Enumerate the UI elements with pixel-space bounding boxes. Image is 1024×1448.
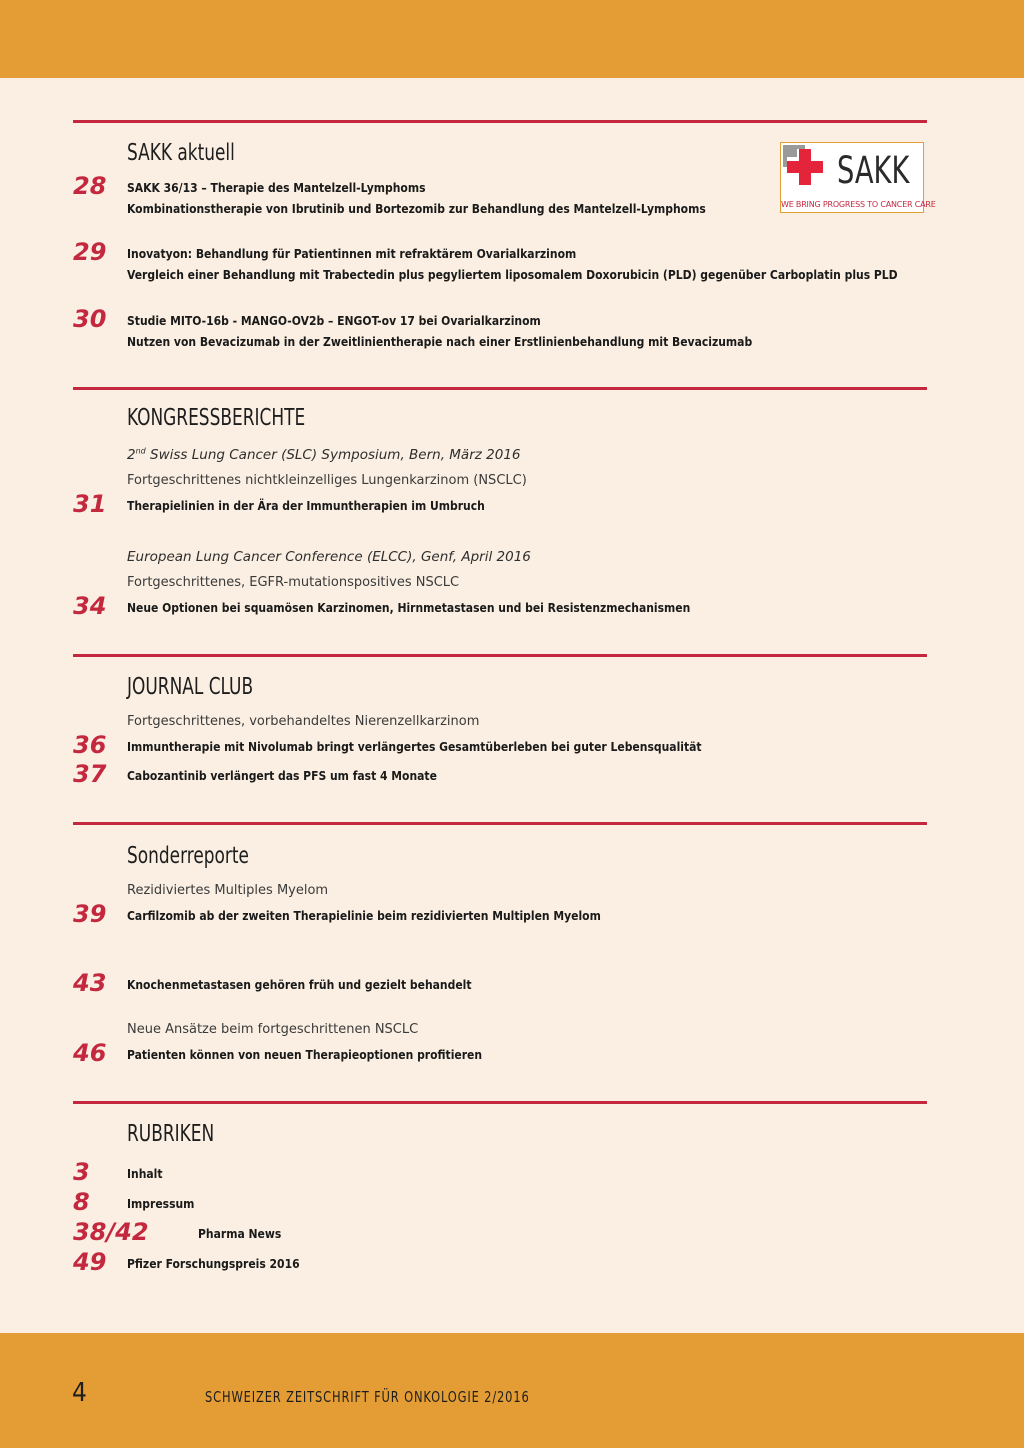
article-title: Patienten können von neuen Therapieoptionen profitieren	[127, 1048, 483, 1062]
article-title: Cabozantinib verlängert das PFS um fast 4 Monate	[127, 769, 437, 783]
rubric-title: Inhalt	[127, 1167, 163, 1181]
article-subtitle: Vergleich einer Behandlung mit Trabectedin plus pegyliertem liposomalem Doxorubicin (PLD) gegenüber Carboplatin plus PLD	[127, 268, 898, 282]
section-divider	[73, 1101, 927, 1104]
page-number: 39	[73, 900, 107, 928]
section-title-rubriken: RUBRIKEN	[127, 1121, 215, 1147]
top-color-band	[0, 0, 1024, 78]
page-number: 46	[73, 1039, 107, 1067]
topic-line: Neue Ansätze beim fortgeschrittenen NSCLC	[127, 1022, 419, 1037]
page-number: 38/42	[73, 1218, 149, 1246]
article-title: Neue Optionen bei squamösen Karzinomen, Hirnmetastasen und bei Resistenzmechanismen	[127, 601, 691, 615]
section-title-sakk: SAKK aktuell	[127, 140, 235, 166]
page-number: 31	[73, 490, 107, 518]
page-number: 8	[73, 1188, 90, 1216]
rubric-title: Impressum	[127, 1197, 195, 1211]
article-title: Inovatyon: Behandlung für Patientinnen mit refraktärem Ovarialkarzinom	[127, 247, 577, 261]
topic-line: Fortgeschrittenes, vorbehandeltes Nierenzellkarzinom	[127, 714, 480, 729]
sakk-cross-icon	[783, 145, 831, 189]
topic-line: Fortgeschrittenes nichtkleinzelliges Lungenkarzinom (NSCLC)	[127, 473, 527, 488]
section-divider	[73, 120, 927, 123]
section-title-journal: JOURNAL CLUB	[127, 674, 254, 700]
topic-line: Rezidiviertes Multiples Myelom	[127, 883, 329, 898]
sakk-logo	[780, 142, 936, 213]
section-divider	[73, 387, 927, 390]
section-title-sonder: Sonderreporte	[127, 843, 249, 869]
article-subtitle: Kombinationstherapie von Ibrutinib und Bortezomib zur Behandlung des Mantelzell-Lymphoms	[127, 202, 706, 216]
page-number: 49	[73, 1248, 107, 1276]
footer-page-number: 4	[72, 1378, 87, 1408]
section-title-kongress: KONGRESSBERICHTE	[127, 405, 306, 431]
page-number: 3	[73, 1158, 90, 1186]
page-number: 30	[73, 305, 107, 333]
topic-line: Fortgeschrittenes, EGFR-mutationspositives NSCLC	[127, 575, 460, 590]
rubric-title: Pfizer Forschungspreis 2016	[127, 1257, 300, 1271]
section-divider	[73, 822, 927, 825]
page-number: 28	[73, 172, 107, 200]
logo-wordmark: SAKK	[837, 149, 910, 192]
page-number: 36	[73, 731, 107, 759]
footer-journal-title: SCHWEIZER ZEITSCHRIFT FÜR ONKOLOGIE 2/2016	[205, 1388, 530, 1406]
article-title: Therapielinien in der Ära der Immuntherapien im Umbruch	[127, 499, 485, 513]
article-title: SAKK 36/13 – Therapie des Mantelzell-Lymphoms	[127, 181, 426, 195]
article-title: Immuntherapie mit Nivolumab bringt verlängertes Gesamtüberleben bei guter Lebensqualität	[127, 740, 702, 754]
section-divider	[73, 654, 927, 657]
article-title: Studie MITO-16b - MANGO-OV2b – ENGOT-ov 17 bei Ovarialkarzinom	[127, 314, 541, 328]
article-title: Knochenmetastasen gehören früh und gezielt behandelt	[127, 978, 472, 992]
event-name: 2nd Swiss Lung Cancer (SLC) Symposium, Bern, März 2016	[127, 446, 521, 463]
event-name: European Lung Cancer Conference (ELCC), Genf, April 2016	[127, 549, 531, 565]
logo-tagline: WE BRING PROGRESS TO CANCER CARE	[781, 200, 936, 209]
page-number: 37	[73, 760, 107, 788]
article-title: Carfilzomib ab der zweiten Therapielinie beim rezidivierten Multiplen Myelom	[127, 909, 601, 923]
page-number: 43	[73, 969, 107, 997]
page-number: 34	[73, 592, 107, 620]
article-subtitle: Nutzen von Bevacizumab in der Zweitlinientherapie nach einer Erstlinienbehandlung mit Bevacizumab	[127, 335, 753, 349]
page-number: 29	[73, 238, 107, 266]
rubric-title: Pharma News	[198, 1227, 282, 1241]
